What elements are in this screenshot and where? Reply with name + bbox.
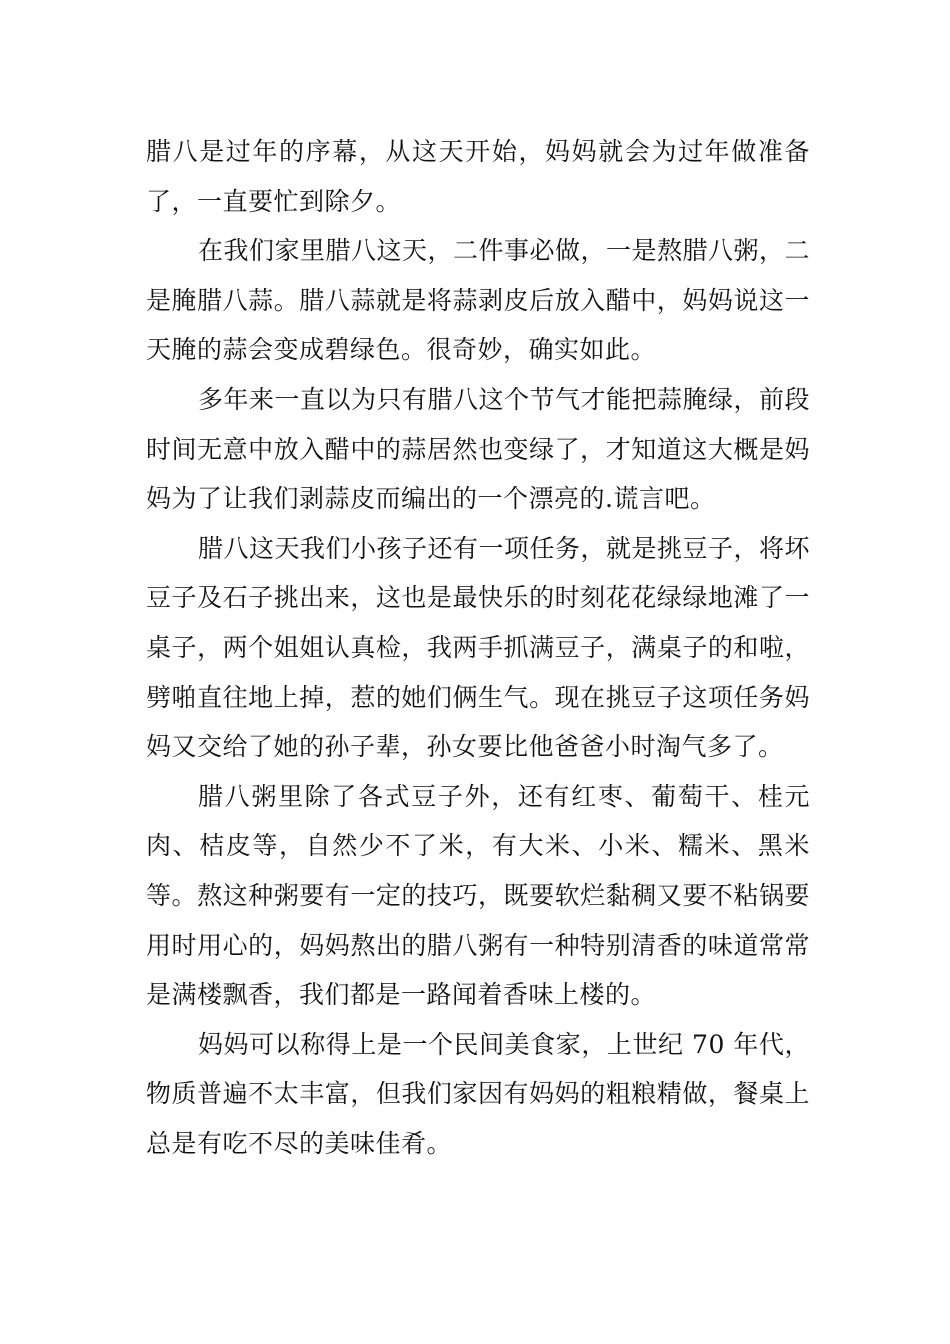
paragraph-1: 腊八是过年的序幕，从这天开始，妈妈就会为过年做准备了，一直要忙到除夕。 [146, 137, 810, 216]
paragraph-2: 在我们家里腊八这天，二件事必做，一是熬腊八粥，二是腌腊八蒜。腊八蒜就是将蒜剥皮后放入醋中，妈妈说这一天腌的蒜会变成碧绿色。很奇妙，确实如此。 [146, 236, 811, 365]
paragraph-6: 妈妈可以称得上是一个民间美食家，上世纪 70 年代，物质普遍不太丰富，但我们家因有妈妈的粗粮精做，餐桌上总是有吃不尽的美味佳肴。 [146, 1029, 810, 1158]
paragraph-5: 腊八粥里除了各式豆子外，还有红枣、葡萄干、桂元肉、桔皮等，自然少不了米，有大米、小米、糯米、黑米等。熬这种粥要有一定的技巧，既要软烂黏稠又要不粘锅要用时用心的，妈妈熬出的腊八粥有一种特别清香的味道常常是满楼飘香，我们都是一路闻着香味上楼的。 [146, 781, 810, 1010]
paragraph-4: 腊八这天我们小孩子还有一项任务，就是挑豆子，将坏豆子及石子挑出来，这也是最快乐的时刻花花绿绿地滩了一桌子，两个姐姐认真检，我两手抓满豆子，满桌子的和啦，劈啪直往地上掉，惹的她们俩生气。现在挑豆子这项任务妈妈又交给了她的孙子辈，孙女要比他爸爸小时淘气多了。 [146, 533, 811, 762]
document-body [146, 127, 810, 1168]
paragraph-3: 多年来一直以为只有腊八这个节气才能把蒜腌绿，前段时间无意中放入醋中的蒜居然也变绿了，才知道这大概是妈妈为了让我们剥蒜皮而编出的一个漂亮的.谎言吧。 [146, 384, 811, 514]
